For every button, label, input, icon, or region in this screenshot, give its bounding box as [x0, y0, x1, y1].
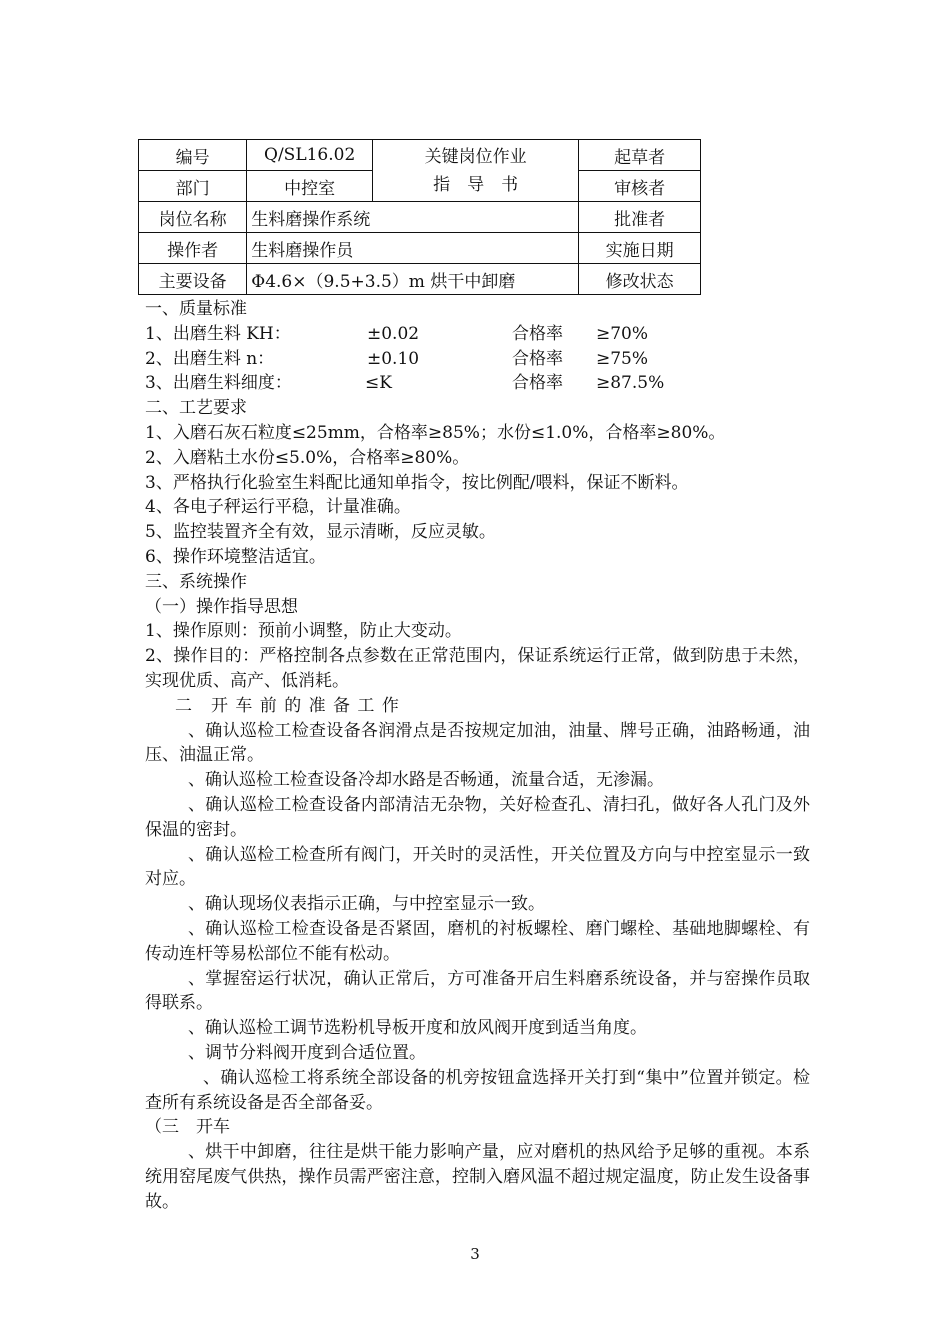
checklist-item: 、确认巡检工检查设备冷却水路是否畅通，流量合适，无渗漏。	[188, 770, 664, 791]
header-row	[139, 202, 701, 233]
header-role-approver: 批准者	[579, 202, 701, 233]
quality-item: 3、出磨生料细度：	[145, 373, 292, 394]
quality-rate: ≥87.5%	[596, 373, 665, 394]
document-title-cell	[373, 140, 579, 202]
quality-row	[145, 371, 810, 396]
startup-paragraph: 、烘干中卸磨，往往是烘干能力影响产量，应对磨机的热风给予足够的重视。本系统用窑尾废气供热，操作员需严密注意，控制入磨风温不超过规定温度，防止发生设备事故。	[145, 1142, 810, 1212]
checklist-item: 、确认巡检工检查设备是否紧固，磨机的衬板螺栓、磨门螺栓、基础地脚螺栓、有传动连杆等易松部位不能有松动。	[145, 918, 810, 964]
quality-rate: ≥75%	[596, 348, 649, 369]
checklist-item: 、确认巡检工检查设备内部清洁无杂物，关好检查孔、清扫孔，做好各人孔门及外保温的密封。	[145, 794, 810, 840]
process-item: 3、严格执行化验室生料配比通知单指令，按比例配/喂料，保证不断料。	[145, 472, 689, 493]
header-row	[139, 233, 701, 264]
header-role-reviewer: 审核者	[579, 171, 701, 202]
checklist-item: 、确认现场仪表指示正确，与中控室显示一致。	[188, 894, 545, 915]
quality-tolerance: ≤K	[365, 373, 392, 394]
guideline-item: 1、操作原则：预前小调整，防止大变动。	[145, 621, 462, 642]
section-heading-operation: 三、系统操作	[145, 571, 247, 592]
header-label-operator: 操作者	[139, 233, 247, 264]
header-label-equipment: 主要设备	[139, 264, 247, 295]
checklist-item: 、确认巡检工将系统全部设备的机旁按钮盒选择开关打到“集中”位置并锁定。检查所有系统设备是否全部备妥。	[145, 1067, 810, 1113]
quality-rate-label: 合格率	[512, 348, 563, 369]
checklist-item: 、调节分料阀开度到合适位置。	[188, 1042, 426, 1063]
process-item: 4、各电子秤运行平稳，计量准确。	[145, 497, 411, 518]
header-table	[138, 139, 701, 295]
process-item: 1、入磨石灰石粒度≤25mm，合格率≥85%；水份≤1.0%，合格率≥80%。	[145, 422, 726, 443]
subsection-heading: （三 开车	[145, 1117, 230, 1138]
process-item: 5、监控装置齐全有效，显示清晰，反应灵敏。	[145, 522, 496, 543]
quality-rate: ≥70%	[596, 323, 649, 344]
section-heading-process: 二、工艺要求	[145, 398, 247, 419]
header-role-revision: 修改状态	[579, 264, 701, 295]
checklist-item: 、掌握窑运行状况，确认正常后，方可准备开启生料磨系统设备，并与窑操作员取得联系。	[145, 968, 810, 1014]
header-value-equipment: Φ4.6×（9.5+3.5）m 烘干中卸磨	[247, 264, 579, 295]
checklist-item: 、确认巡检工检查设备各润滑点是否按规定加油，油量、牌号正确，油路畅通，油压、油温正常。	[145, 720, 810, 766]
subsection-heading: （一）操作指导思想	[145, 596, 298, 617]
header-value-department: 中控室	[247, 171, 373, 202]
quality-tolerance: ±0.10	[367, 348, 420, 369]
header-value-post: 生料磨操作系统	[247, 202, 579, 233]
document-body	[145, 297, 810, 1214]
header-role-date: 实施日期	[579, 233, 701, 264]
header-value-number: Q/SL16.02	[247, 140, 373, 171]
guideline-item: 2、操作目的：严格控制各点参数在正常范围内，保证系统运行正常，做到防患于未然，实现优质、高产、低消耗。	[145, 646, 810, 691]
document-subtitle: 指 导 书	[433, 174, 519, 195]
header-value-operator: 生料磨操作员	[247, 233, 579, 264]
header-label-number: 编号	[139, 140, 247, 171]
subsection-heading: 二 开 车 前 的 准 备 工 作	[175, 695, 400, 716]
document-title: 关键岗位作业	[424, 146, 527, 167]
quality-item: 2、出磨生料 n：	[145, 348, 275, 369]
header-label-post: 岗位名称	[139, 202, 247, 233]
header-role-drafter: 起草者	[579, 140, 701, 171]
header-row	[139, 140, 701, 171]
quality-rate-label: 合格率	[512, 373, 563, 394]
quality-rate-label: 合格率	[512, 323, 563, 344]
header-label-department: 部门	[139, 171, 247, 202]
quality-item: 1、出磨生料 KH：	[145, 323, 291, 344]
process-item: 6、操作环境整洁适宜。	[145, 546, 326, 567]
quality-tolerance: ±0.02	[367, 323, 420, 344]
quality-row	[145, 322, 810, 347]
page-number: 3	[470, 1245, 480, 1263]
checklist-item: 、确认巡检工调节选粉机导板开度和放风阀开度到适当角度。	[188, 1018, 647, 1039]
section-heading-quality: 一、质量标准	[145, 299, 247, 319]
process-item: 2、入磨粘土水份≤5.0%，合格率≥80%。	[145, 447, 470, 468]
checklist-item: 、确认巡检工检查所有阀门，开关时的灵活性，开关位置及方向与中控室显示一致对应。	[145, 844, 810, 890]
header-row	[139, 264, 701, 295]
quality-row	[145, 347, 810, 372]
